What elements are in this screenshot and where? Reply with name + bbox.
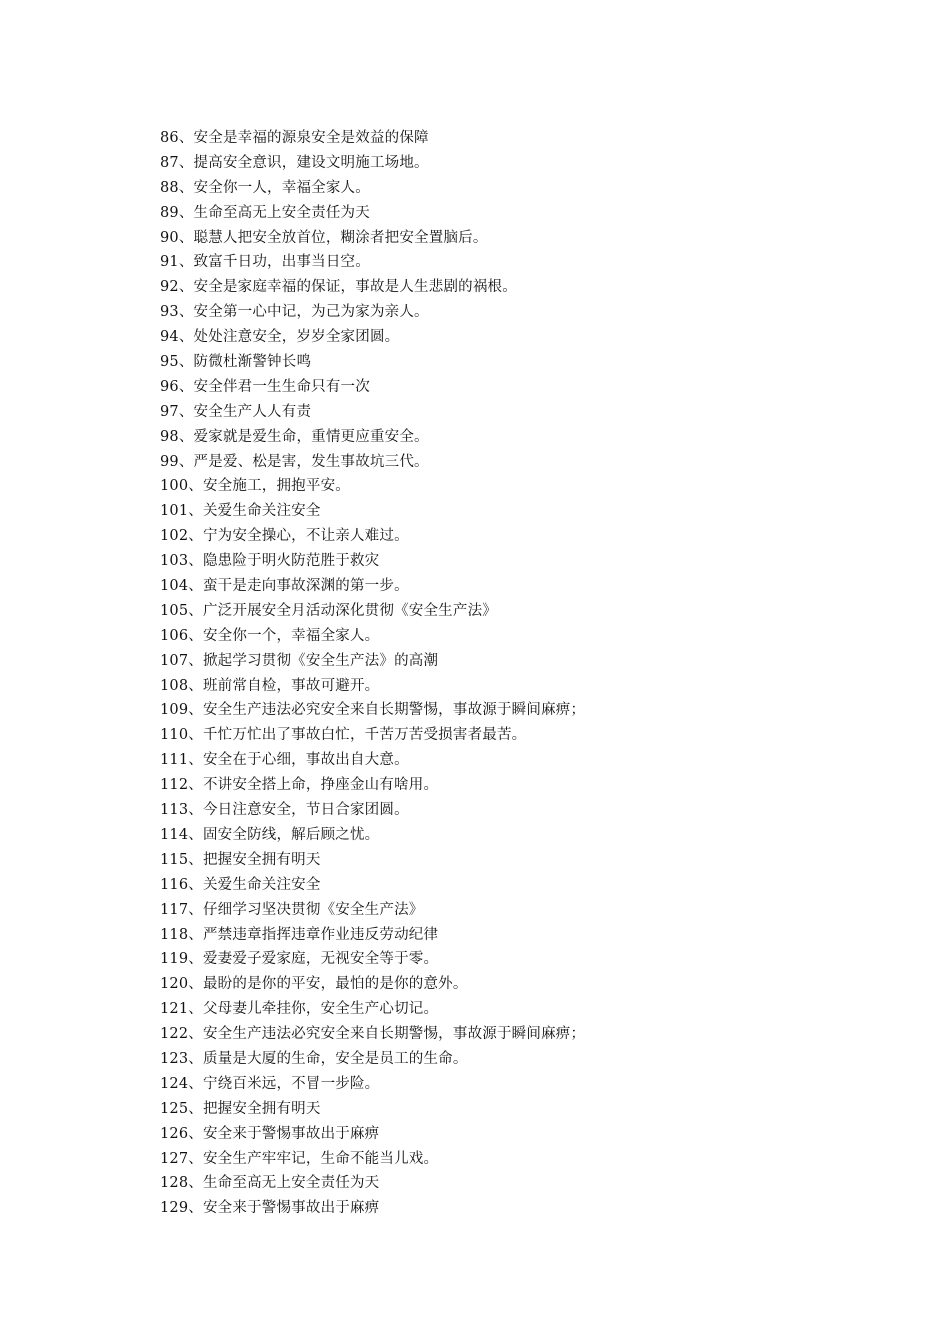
- slogan-line: 112、不讲安全搭上命，挣座金山有啥用。: [160, 777, 439, 794]
- slogan-line: 123、质量是大厦的生命，安全是员工的生命。: [160, 1050, 468, 1067]
- slogan-line: 119、爱妻爱子爱家庭，无视安全等于零。: [160, 951, 439, 968]
- slogan-line: 127、安全生产牢牢记，生命不能当儿戏。: [160, 1150, 439, 1167]
- slogan-line: 91、致富千日功，出事当日空。: [160, 254, 370, 271]
- slogan-line: 97、安全生产人人有责: [160, 403, 312, 420]
- slogan-line: 101、关爱生命关注安全: [160, 503, 321, 520]
- slogan-line: 124、宁绕百米远，不冒一步险。: [160, 1075, 380, 1092]
- slogan-line: 89、生命至高无上安全责任为天: [160, 204, 370, 221]
- slogan-line: 116、关爱生命关注安全: [160, 876, 321, 893]
- slogan-line: 111、安全在于心细，事故出自大意。: [160, 752, 409, 769]
- slogan-line: 90、聪慧人把安全放首位，糊涂者把安全置脑后。: [160, 229, 488, 246]
- slogan-line: 106、安全你一个，幸福全家人。: [160, 627, 380, 644]
- slogan-line: 120、最盼的是你的平安，最怕的是你的意外。: [160, 976, 468, 993]
- slogan-line: 109、安全生产违法必究安全来自长期警惕，事故源于瞬间麻痹；: [160, 702, 586, 719]
- slogan-line: 95、防微杜渐警钟长鸣: [160, 354, 312, 371]
- slogan-line: 105、广泛开展安全月活动深化贯彻《安全生产法》: [160, 602, 497, 619]
- slogan-line: 108、班前常自检，事故可避开。: [160, 677, 380, 694]
- slogan-line: 110、千忙万忙出了事故白忙，千苦万苦受损害者最苦。: [160, 727, 527, 744]
- slogan-line: 117、仔细学习坚决贯彻《安全生产法》: [160, 901, 424, 918]
- slogan-line: 129、安全来于警惕事故出于麻痹: [160, 1200, 380, 1217]
- slogan-line: 125、把握安全拥有明天: [160, 1100, 321, 1117]
- slogan-line: 98、爱家就是爱生命，重情更应重安全。: [160, 428, 429, 445]
- slogan-line: 118、严禁违章指挥违章作业违反劳动纪律: [160, 926, 439, 943]
- slogan-line: 113、今日注意安全，节日合家团圆。: [160, 802, 409, 819]
- slogan-line: 87、提高安全意识，建设文明施工场地。: [160, 154, 429, 171]
- slogan-line: 115、把握安全拥有明天: [160, 851, 321, 868]
- slogan-line: 96、安全伴君一生生命只有一次: [160, 378, 370, 395]
- slogan-list: [160, 126, 585, 1221]
- slogan-line: 104、蛮干是走向事故深渊的第一步。: [160, 578, 409, 595]
- slogan-line: 94、处处注意安全，岁岁全家团圆。: [160, 329, 400, 346]
- slogan-line: 126、安全来于警惕事故出于麻痹: [160, 1125, 380, 1142]
- slogan-line: 99、严是爱、松是害，发生事故坑三代。: [160, 453, 429, 470]
- slogan-line: 88、安全你一人，幸福全家人。: [160, 179, 370, 196]
- slogan-line: 122、安全生产违法必究安全来自长期警惕，事故源于瞬间麻痹；: [160, 1026, 586, 1043]
- slogan-line: 92、安全是家庭幸福的保证，事故是人生悲剧的祸根。: [160, 279, 517, 296]
- slogan-line: 128、生命至高无上安全责任为天: [160, 1175, 380, 1192]
- slogan-line: 107、掀起学习贯彻《安全生产法》的高潮: [160, 652, 439, 669]
- slogan-line: 100、安全施工，拥抱平安。: [160, 478, 350, 495]
- slogan-line: 121、父母妻儿牵挂你，安全生产心切记。: [160, 1001, 439, 1018]
- slogan-line: 102、宁为安全操心，不让亲人难过。: [160, 528, 409, 545]
- slogan-line: 86、安全是幸福的源泉安全是效益的保障: [160, 130, 429, 146]
- slogan-line: 114、固安全防线，解后顾之忧。: [160, 826, 380, 843]
- slogan-line: 103、隐患险于明火防范胜于救灾: [160, 553, 380, 570]
- slogan-line: 93、安全第一心中记，为己为家为亲人。: [160, 304, 429, 321]
